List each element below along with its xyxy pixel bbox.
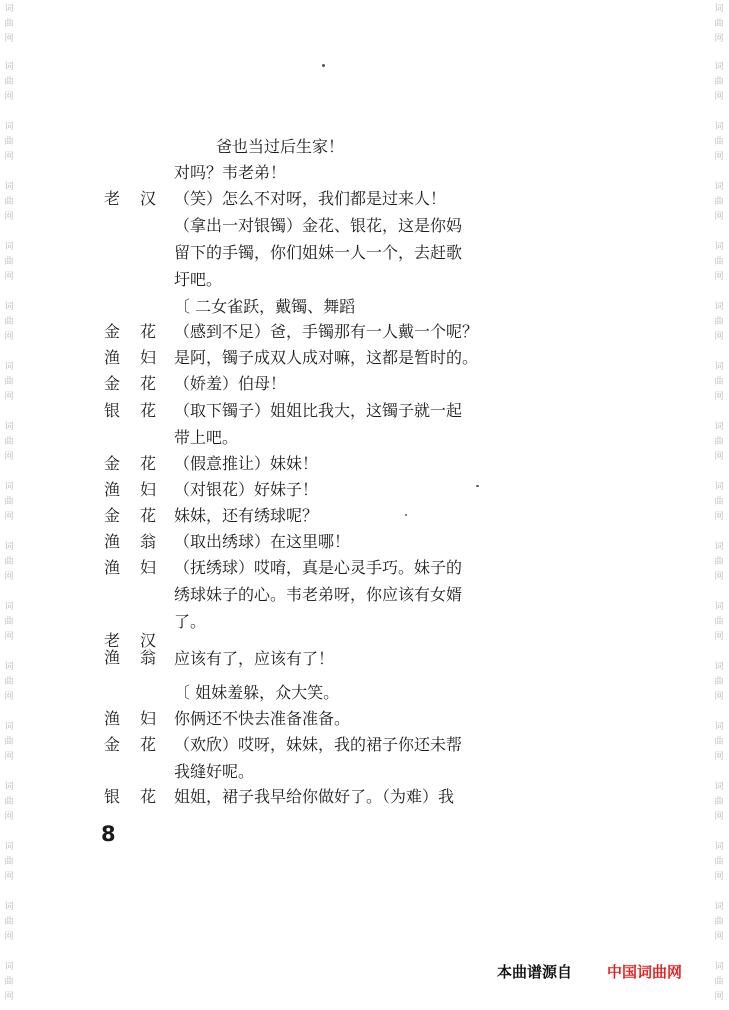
watermark-char: 网: [714, 932, 724, 942]
dialogue-line: 是阿，镯子成双人成对嘛，这都是暂时的。: [174, 348, 479, 367]
watermark-char: 曲: [714, 677, 724, 687]
watermark-char: 词: [4, 362, 14, 372]
watermark-char: 曲: [4, 197, 14, 207]
watermark-char: 网: [714, 992, 724, 1002]
watermark-group: [4, 840, 13, 885]
watermark-char: 词: [4, 422, 14, 432]
watermark-char: 词: [714, 662, 724, 672]
watermark-group: [4, 960, 13, 1005]
watermark-group: [4, 60, 13, 105]
watermark-char: 网: [714, 752, 724, 762]
watermark-char: 曲: [4, 557, 14, 567]
watermark-char: 曲: [714, 197, 724, 207]
dialogue-line: （笑）怎么不对呀，我们都是过来人！: [174, 189, 447, 208]
dialogue-line: 姐姐，裙子我早给你做好了。（为难）我: [174, 787, 455, 806]
speaker-label: 渔妇: [104, 558, 177, 577]
watermark-char: 词: [714, 962, 724, 972]
watermark-char: 网: [4, 872, 14, 882]
watermark-group: [4, 540, 13, 585]
watermark-char: 词: [714, 242, 724, 252]
watermark-char: 词: [4, 302, 14, 312]
dialogue-line: （取出绣球）在这里哪！: [174, 532, 351, 551]
speaker-label: 金花: [104, 735, 177, 754]
watermark-char: 网: [4, 992, 14, 1002]
watermark-group: [714, 300, 723, 345]
watermark-char: 曲: [714, 137, 724, 147]
footer-brand-link[interactable]: 中国词曲网: [607, 963, 683, 981]
watermark-char: 网: [714, 512, 724, 522]
dialogue-line: 你俩还不快去准备准备。: [174, 709, 351, 728]
watermark-char: 网: [4, 272, 14, 282]
watermark-char: 词: [714, 422, 724, 432]
watermark-char: 曲: [714, 797, 724, 807]
watermark-char: 曲: [4, 19, 14, 29]
watermark-group: [714, 2, 723, 47]
watermark-char: 词: [714, 902, 724, 912]
watermark-group: [4, 720, 13, 765]
speaker-label: 银花: [104, 401, 177, 420]
watermark-group: [4, 360, 13, 405]
watermark-char: 曲: [4, 317, 14, 327]
watermark-char: 网: [714, 152, 724, 162]
watermark-char: 曲: [714, 917, 724, 927]
dialogue-line: （娇羞）伯母！: [174, 374, 287, 393]
dialogue-line: 圩吧。: [174, 270, 223, 289]
watermark-char: 词: [714, 602, 724, 612]
watermark-char: 网: [4, 152, 14, 162]
watermark-char: 网: [714, 692, 724, 702]
watermark-char: 网: [4, 212, 14, 222]
watermark-group: [714, 660, 723, 705]
watermark-char: 网: [4, 572, 14, 582]
scan-speck: [405, 514, 407, 516]
watermark-group: [4, 600, 13, 645]
watermark-char: 网: [714, 392, 724, 402]
watermark-char: 曲: [714, 19, 724, 29]
watermark-char: 词: [4, 542, 14, 552]
watermark-char: 网: [714, 212, 724, 222]
watermark-char: 词: [4, 902, 14, 912]
speaker-label: 老汉: [104, 189, 177, 208]
dialogue-line: 了。: [174, 612, 207, 631]
watermark-char: 曲: [4, 77, 14, 87]
watermark-char: 词: [714, 842, 724, 852]
watermark-char: 词: [4, 842, 14, 852]
speaker-label: 渔妇: [104, 348, 177, 367]
speaker-label: 金花: [104, 374, 177, 393]
watermark-char: 曲: [714, 377, 724, 387]
watermark-group: [714, 840, 723, 885]
watermark-char: 词: [714, 542, 724, 552]
watermark-group: [714, 960, 723, 1005]
watermark-char: 曲: [4, 377, 14, 387]
watermark-group: [4, 480, 13, 525]
watermark-group: [714, 900, 723, 945]
dialogue-line: （拿出一对银镯）金花、银花，这是你妈: [174, 216, 463, 235]
page-number: 8: [101, 822, 116, 846]
dialogue-line: 我缝好呢。: [174, 762, 255, 781]
watermark-char: 曲: [4, 437, 14, 447]
stage-direction-line: 对吗？韦老弟！: [174, 163, 287, 182]
watermark-char: 网: [4, 92, 14, 102]
watermark-char: 词: [4, 722, 14, 732]
stage-direction-line: 〔 二女雀跃，戴镯、舞蹈: [174, 297, 356, 316]
dialogue-line: 留下的手镯，你们姐妹一人一个，去赶歌: [174, 243, 463, 262]
watermark-char: 曲: [714, 77, 724, 87]
watermark-char: 曲: [4, 977, 14, 987]
watermark-char: 曲: [714, 437, 724, 447]
watermark-char: 词: [714, 182, 724, 192]
watermark-char: 曲: [4, 917, 14, 927]
watermark-char: 曲: [4, 677, 14, 687]
watermark-char: 网: [4, 752, 14, 762]
watermark-char: 词: [4, 482, 14, 492]
watermark-char: 词: [714, 302, 724, 312]
watermark-char: 曲: [4, 617, 14, 627]
watermark-char: 网: [4, 632, 14, 642]
watermark-char: 词: [714, 122, 724, 132]
watermark-group: [714, 60, 723, 105]
watermark-char: 网: [714, 572, 724, 582]
watermark-char: 曲: [714, 737, 724, 747]
watermark-char: 曲: [714, 497, 724, 507]
watermark-char: 网: [714, 272, 724, 282]
watermark-group: [714, 720, 723, 765]
watermark-char: 网: [4, 392, 14, 402]
watermark-group: [4, 780, 13, 825]
footer-source-label: 本曲谱源自: [497, 963, 573, 981]
watermark-char: 词: [714, 62, 724, 72]
dialogue-line: （取下镯子）姐姐比我大，这镯子就一起: [174, 401, 463, 420]
watermark-group: [714, 600, 723, 645]
speaker-label: 渔妇: [104, 709, 177, 728]
watermark-char: 曲: [714, 857, 724, 867]
watermark-char: 词: [4, 782, 14, 792]
speaker-label: 老汉 渔翁: [104, 631, 177, 667]
watermark-char: 词: [4, 122, 14, 132]
watermark-group: [4, 420, 13, 465]
scan-speck: [322, 64, 325, 67]
watermark-char: 词: [4, 242, 14, 252]
watermark-char: 曲: [4, 797, 14, 807]
dialogue-line: （欢欣）哎呀，妹妹，我的裙子你还未帮: [174, 735, 463, 754]
watermark-group: [4, 660, 13, 705]
right-watermark-strip: [712, 0, 726, 1010]
watermark-char: 曲: [4, 737, 14, 747]
watermark-char: 词: [4, 602, 14, 612]
watermark-char: 网: [4, 332, 14, 342]
watermark-char: 曲: [4, 497, 14, 507]
speaker-label: 银花: [104, 787, 177, 806]
watermark-char: 曲: [4, 257, 14, 267]
watermark-char: 网: [4, 932, 14, 942]
watermark-char: 网: [714, 872, 724, 882]
watermark-char: 网: [4, 812, 14, 822]
dialogue-line: （感到不足）爸，手镯那有一人戴一个呢？: [174, 322, 479, 341]
watermark-char: 词: [714, 362, 724, 372]
speaker-label: 金花: [104, 506, 177, 525]
stage-direction-line: 〔 姐妹羞躲，众大笑。: [174, 683, 340, 702]
watermark-char: 曲: [714, 257, 724, 267]
watermark-char: 网: [4, 452, 14, 462]
watermark-group: [714, 180, 723, 225]
watermark-group: [714, 360, 723, 405]
watermark-group: [714, 480, 723, 525]
watermark-char: 词: [714, 4, 724, 14]
watermark-group: [714, 120, 723, 165]
watermark-char: 词: [4, 962, 14, 972]
watermark-char: 网: [4, 34, 14, 44]
watermark-char: 网: [714, 34, 724, 44]
watermark-char: 网: [714, 452, 724, 462]
watermark-char: 词: [4, 662, 14, 672]
watermark-char: 网: [4, 692, 14, 702]
speaker-label: 金花: [104, 454, 177, 473]
watermark-char: 词: [4, 182, 14, 192]
watermark-group: [4, 900, 13, 945]
watermark-char: 词: [714, 482, 724, 492]
watermark-char: 曲: [714, 557, 724, 567]
watermark-char: 网: [714, 92, 724, 102]
watermark-char: 网: [714, 812, 724, 822]
watermark-group: [714, 240, 723, 285]
left-watermark-strip: [2, 0, 16, 1010]
speaker-label: 渔翁: [104, 532, 177, 551]
watermark-group: [4, 2, 13, 47]
watermark-char: 词: [714, 722, 724, 732]
watermark-char: 词: [4, 62, 14, 72]
scan-speck: [476, 485, 479, 487]
watermark-group: [4, 180, 13, 225]
speaker-label: 金花: [104, 322, 177, 341]
watermark-group: [4, 120, 13, 165]
watermark-group: [714, 780, 723, 825]
watermark-char: 曲: [4, 137, 14, 147]
watermark-group: [714, 420, 723, 465]
watermark-char: 网: [4, 512, 14, 522]
watermark-char: 曲: [714, 617, 724, 627]
speaker-label: 渔妇: [104, 480, 177, 499]
watermark-group: [714, 540, 723, 585]
watermark-char: 网: [714, 632, 724, 642]
dialogue-line: （对银花）好妹子！: [174, 480, 319, 499]
watermark-group: [4, 300, 13, 345]
watermark-char: 网: [714, 332, 724, 342]
dialogue-line: 妹妹，还有绣球呢？: [174, 506, 319, 525]
watermark-char: 词: [4, 4, 14, 14]
dialogue-line: （假意推让）妹妹！: [174, 454, 319, 473]
watermark-group: [4, 240, 13, 285]
dialogue-line: （抚绣球）哎唷，真是心灵手巧。妹子的: [174, 558, 463, 577]
watermark-char: 曲: [4, 857, 14, 867]
dialogue-line: 绣球妹子的心。韦老弟呀，你应该有女婿: [174, 585, 463, 604]
watermark-char: 曲: [714, 317, 724, 327]
dialogue-line: 带上吧。: [174, 428, 239, 447]
dialogue-line: 应该有了，应该有了！: [174, 649, 335, 668]
watermark-char: 词: [714, 782, 724, 792]
stage-direction-line: 爸也当过后生家！: [216, 137, 345, 156]
watermark-char: 曲: [714, 977, 724, 987]
